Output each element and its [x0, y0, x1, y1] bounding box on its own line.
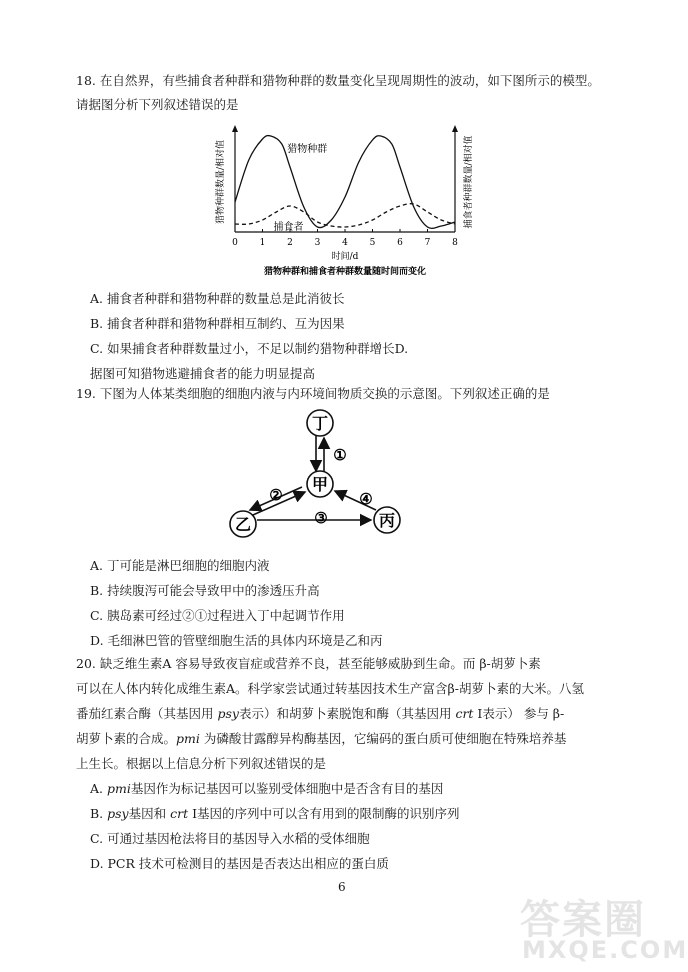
prey-series-line [235, 136, 455, 229]
q20-option-d: D. PCR 技术可检测目的基因是否表达出相应的蛋白质 [90, 856, 389, 871]
q19-option-d: D. 毛细淋巴管的管壁细胞生活的具体内环境是乙和丙 [90, 633, 383, 648]
node-yi-label: 乙 [234, 515, 252, 534]
node-ding-label: 丁 [311, 414, 329, 433]
x-axis-label: 时间/d [331, 252, 359, 262]
q20-stem-line2: 可以在人体内转化成维生素A。科学家尝试通过转基因技术生产富含β-胡萝卜素的大米。八氢 [76, 681, 584, 696]
prey-series-label: 猎物种群 [287, 144, 328, 155]
marker-4: ④ [359, 490, 373, 508]
q19-option-b: B. 持续腹泻可能会导致甲中的渗透压升高 [90, 583, 320, 598]
q20-stem-line5: 上生长。根据以上信息分析下列叙述错误的是 [76, 756, 327, 771]
q20-option-c: C. 可通过基因枪法将目的基因导入水稻的受体细胞 [90, 831, 370, 846]
x-tick-label: 5 [369, 238, 376, 248]
predator-series-line [235, 204, 455, 227]
marker-1: ① [333, 446, 347, 464]
node-jia-label: 甲 [311, 475, 329, 494]
q18-option-c: C. 如果捕食者种群数量过小，不足以制约猎物种群增长D. [90, 341, 409, 356]
marker-2: ② [269, 486, 283, 504]
q19-option-c: C. 胰岛素可经过②①过程进入丁中起调节作用 [90, 608, 345, 623]
predator-series-label: 捕食者 [273, 222, 304, 233]
x-tick-label: 8 [452, 238, 458, 248]
watermark-domain: MXQE.COM [522, 936, 688, 964]
q20-stem-line4: 胡萝卜素的合成。pmi 为磷酸甘露醇异构酶基因，它编码的蛋白质可使细胞在特殊培养基 [76, 731, 567, 746]
q20-stem-line3: 番茄红素合酶（其基因用 psy表示）和胡萝卜素脱饱和酶（其基因用 crt Ⅰ表示） 参与 β- [76, 706, 565, 721]
x-tick-label: 2 [287, 238, 293, 248]
x-tick-label: 7 [424, 238, 431, 248]
x-tick-label: 1 [259, 238, 266, 248]
q20-option-b: B. psy基因和 crt Ⅰ基因的序列中可以含有用到的限制酶的识别序列 [90, 806, 460, 821]
q18-option-b: B. 捕食者种群和猎物种群相互制约、互为因果 [90, 316, 345, 331]
q20-option-a: A. pmi基因作为标记基因可以鉴别受体细胞中是否含有目的基因 [90, 781, 444, 796]
x-tick-label: 4 [342, 238, 348, 248]
fluid-exchange-diagram [225, 405, 425, 550]
right-y-axis-label: 捕食者种群数量/相对值 [464, 135, 474, 229]
q18-stem-line1: 18. 在自然界，有些捕食者种群和猎物种群的数量变化呈现周期性的波动，如下图所示的模型。 [76, 73, 600, 88]
left-y-axis-label: 猎物种群数量/相对值 [216, 139, 226, 225]
q19-stem: 19. 下图为人体某类细胞的细胞内液与内环境间物质交换的示意图。下列叙述正确的是 [76, 386, 550, 401]
x-tick-label: 6 [397, 238, 403, 248]
predator-prey-chart [205, 122, 485, 282]
left-axis-arrow [232, 125, 238, 132]
right-axis-arrow [452, 125, 458, 132]
q20-stem-line1: 20. 缺乏维生素A 容易导致夜盲症或营养不良，甚至能够威胁到生命。而 β-胡萝卜素 [76, 656, 541, 671]
q18-option-a: A. 捕食者种群和猎物种群的数量总是此消彼长 [90, 291, 345, 306]
chart-caption: 猎物种群和捕食者种群数量随时间而变化 [263, 267, 427, 277]
x-tick-label: 3 [314, 238, 321, 248]
marker-3: ③ [314, 509, 328, 527]
watermark-logo: 答案圈 [520, 897, 646, 943]
q18-option-d: 据图可知猎物逃避捕食者的能力明显提高 [90, 366, 316, 381]
node-bing-label: 丙 [378, 511, 396, 530]
q18-stem-line2: 请据图分析下列叙述错误的是 [76, 97, 239, 112]
x-tick-label: 0 [232, 238, 238, 248]
page-number: 6 [338, 880, 346, 894]
q19-option-a: A. 丁可能是淋巴细胞的细胞内液 [90, 558, 270, 573]
